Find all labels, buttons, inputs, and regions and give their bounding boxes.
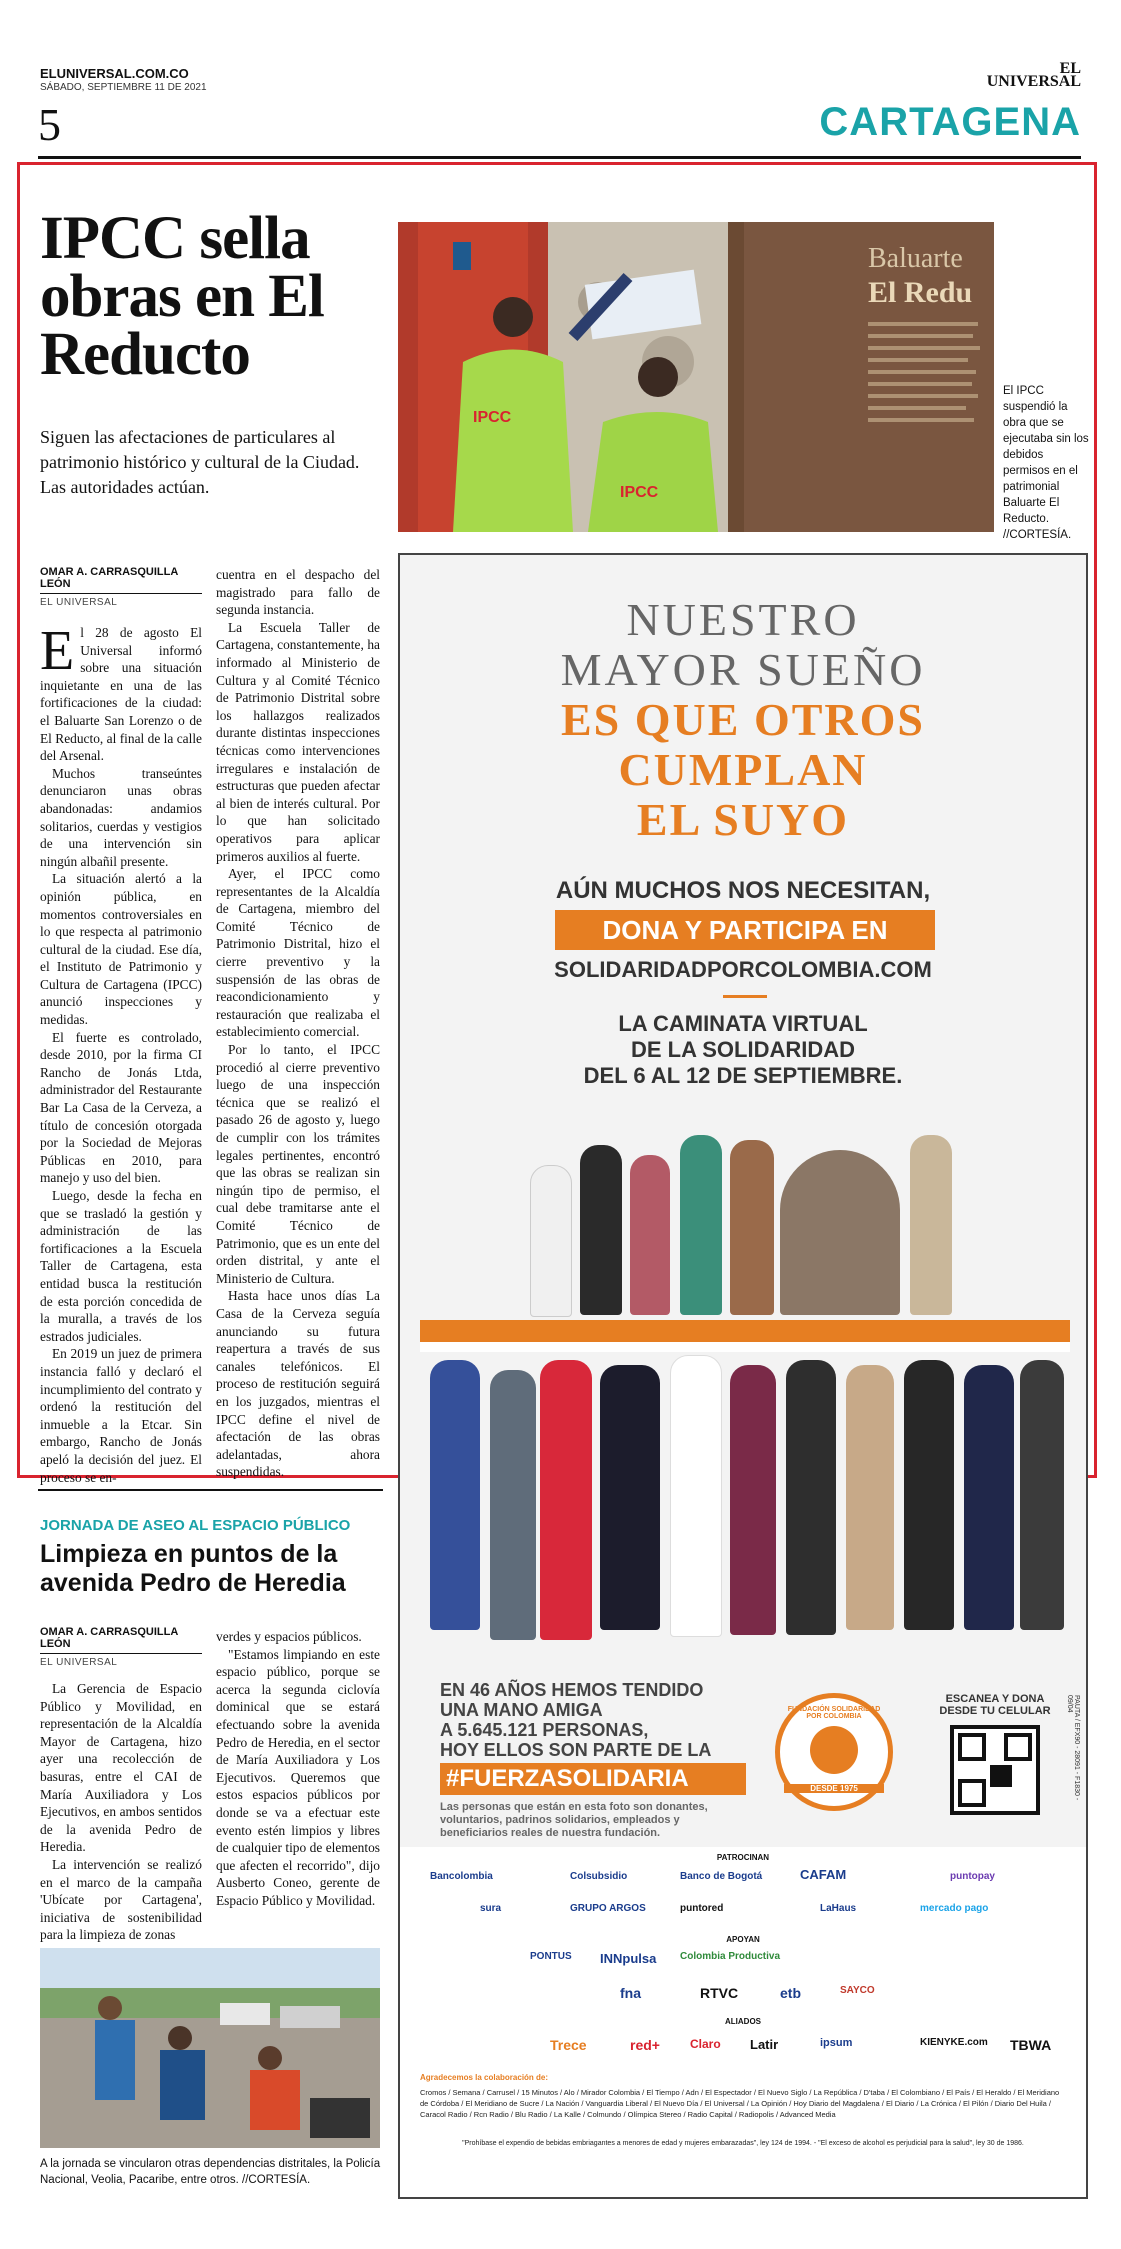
donate-banner: DONA Y PARTICIPA EN xyxy=(555,910,935,950)
advertisement: NUESTRO MAYOR SUEÑO ES QUE OTROS CUMPLAN EL SUYO AÚN MUCHOS NOS NECESITAN, DONA Y PARTICIPA EN SOLIDARIDADPORCOLOMBIA.COM LA CAMINATA VIRTUAL DE LA SOLIDARIDAD DEL 6 AL 12 DE SEPTIEMBRE. EN 46 AÑOS HEMOS TENDIDO UNA MANO AMIGA A 5.645.121 PERSONAS, HOY ELLOS SON PARTE DE LA #FUERZASOLIDARIA Las personas que están en esta foto son donantes, voluntarios, padrinos solidarios, empleados y beneficiarios reales de nuestra fundación. FUNDACIÓN SOLIDARIDAD POR COLOMBIA DESDE 1975 ESCANEA Y DONA DESDE TU CELULAR PAUTA / EFX90 - 28091 - F1830 - 09/04 PATROCINAN Bancolombia Colsubsidio Banco de Bogotá CAFAM puntopay sura GRUPO ARGOS puntored LaHaus mercado pago APOYAN PONTUS INNpulsa Colombia Productiva fna RTVC etb SAYCO ALIADOS Trece red+ Claro Latir ipsum KIENYKE.com TBWA Agradecemos la colaboración de: Cromos / Semana / Carrusel / 15 Minutos / Alo / Mirador Colombia / El Tiempo / Adn / El Espectador / El Nuevo Siglo / La República / D'taba / El Colombiano / El País / El Heraldo / El Meridiano de Córdoba / El Meridiano de Sucre / La Nación / Vanguardia Liberal / El Nuevo Día / El Universal / La Opinión / Hoy Diario del Magdalena / El Diario / La Crónica / El Pilón / Diario Del Huila / Caracol Radio / Rcn Radio / Blu Radio / La Kalle / Colmundo / Olímpica Stereo / Radio Capital / Radiopolis / Advanced Media "Prohíbase el expendio de bebidas embriagantes a menores de edad y mujeres embarazadas", ley 124 de 1994. - "El exceso de alcohol es perjudicial para la salud", ley 30 de 1986. xyxy=(398,553,1088,2199)
article-dek: Siguen las afectaciones de particulares al patrimonio histórico y cultural de la Ciudad. Las autoridades actúan. xyxy=(40,427,360,497)
drop-cap: E xyxy=(40,620,75,682)
section-title: CARTAGENA xyxy=(819,100,1081,144)
article-byline: OMAR A. CARRASQUILLA LEÓN EL UNIVERSAL xyxy=(40,566,202,608)
ad-code: PAUTA / EFX90 - 28091 - F1830 - 09/04 xyxy=(1066,1695,1080,1801)
people-photo xyxy=(400,1135,1088,1675)
orange-platform xyxy=(420,1320,1070,1342)
page-number: 5 xyxy=(38,99,61,150)
article-headline: IPCC sella obras en El Reducto xyxy=(40,205,324,388)
foundation-seal: FUNDACIÓN SOLIDARIDAD POR COLOMBIA DESDE 1975 xyxy=(775,1693,893,1811)
vest-label-1: IPCC xyxy=(473,409,512,426)
donation-url: SOLIDARIDADPORCOLOMBIA.COM xyxy=(554,957,932,982)
site-url: ELUNIVERSAL.COM.CO xyxy=(40,66,189,81)
photo-illustration-2 xyxy=(40,1948,380,2148)
scan-label: ESCANEA Y DONA DESDE TU CELULAR xyxy=(939,1693,1051,1717)
article2-column-2: verdes y espacios públicos. "Estamos limpiando en este espacio público, porque se acerca la segunda ciclovía dominical que se estará efectuando sobre la avenida Pedro de Heredia, en el sector de María Auxiliadora y Los Ejecutivos. Queremos que estos espacios públicos por donde se va a efectuar este evento estén limpios y libres de cualquier tipo de elementos que afecten el recorrido", dijo Ausberto Coneo, gerente de Espacio Público y Movilidad. xyxy=(216,1629,380,1908)
photo-illustration xyxy=(398,222,994,532)
legal-notice: "Prohíbase el expendio de bebidas embriagantes a menores de edad y mujeres embarazadas", ley 124 de 1994. - "El exceso de alcohol es perjudicial para la salud", ley 30 de 1986. xyxy=(462,2140,1024,2147)
article2-photo-cleanup xyxy=(40,1948,380,2148)
thanks-list: Cromos / Semana / Carrusel / 15 Minutos / Alo / Mirador Colombia / El Tiempo / Adn / El Espectador / El Nuevo Siglo / La República / D'taba / El Colombiano / El País / El Heraldo / El Meridiano de Córdoba / El Meridiano de Sucre / La Nación / Vanguardia Liberal / El Nuevo Día / El Universal / La Opinión / Hoy Diario del Magdalena / El Diario / La Crónica / El Pilón / Diario Del Huila / Caracol Radio / Rcn Radio / Blu Radio / La Kalle / Colmundo / Olímpica Stereo / Radio Capital / Radiopolis / Advanced Media xyxy=(420,2088,1060,2119)
years-statement: EN 46 AÑOS HEMOS TENDIDO UNA MANO AMIGA A 5.645.121 PERSONAS, HOY ELLOS SON PARTE DE LA xyxy=(440,1680,712,1760)
sponsor-logos: PATROCINAN Bancolombia Colsubsidio Banco de Bogotá CAFAM puntopay sura GRUPO ARGOS puntored LaHaus mercado pago APOYAN PONTUS INNpulsa Colombia Productiva fna RTVC etb SAYCO ALIADOS Trece red+ Claro Latir ipsum KIENYKE.com TBWA Agradecemos la colaboración de: Cromos / Semana / Carrusel / 15 Minutos / Alo / Mirador Colombia / El Tiempo / Adn / El Espectador / El Nuevo Siglo / La República / D'taba / El Colombiano / El País / El Heraldo / El Meridiano de Córdoba / El Meridiano de Sucre / La Nación / Vanguardia Liberal / El Nuevo Día / El Universal / La Opinión / Hoy Diario del Magdalena / El Diario / La Crónica / El Pilón / Diario Del Huila / Caracol Radio / Rcn Radio / Blu Radio / La Kalle / Colmundo / Olímpica Stereo / Radio Capital / Radiopolis / Advanced Media "Prohíbase el expendio de bebidas embriagantes a menores de edad y mujeres embarazadas", ley 124 de 1994. - "El exceso de alcohol es perjudicial para la salud", ley 30 de 1986. xyxy=(400,1847,1086,2197)
sign-text-2: El Redu xyxy=(868,276,973,309)
article2-byline: OMAR A. CARRASQUILLA LEÓN EL UNIVERSAL xyxy=(40,1626,202,1668)
hands-icon xyxy=(810,1726,858,1774)
newspaper-logo: EL UNIVERSAL xyxy=(986,60,1081,90)
sign-text-1: Baluarte xyxy=(868,243,963,274)
header-rule xyxy=(38,156,1081,159)
article-column-2: cuentra en el despacho del magistrado para fallo de segunda instancia. La Escuela Taller de Cartagena, constantemente, ha informado al Ministerio de Cultura y al Comité Técnico de Patrimonio Distrital sobre los hallazgos realizados durante distintas inspecciones técnicas como intervenciones irregulares e instalación de estructuras que pueden afectar al bien de interés cultural. Por lo que han solicitado operativos para aplicar primeros auxilios al fuerte. Ayer, el IPCC como representantes de la Alcaldía de Cartagena, miembro del Comité Técnico de Patrimonio Distrital, hizo el cierre preventivo y la suspensión de las obras de reacondicionamiento y restauración que realizaba el establecimiento comercial. Por lo tanto, el IPCC procedió al cierre preventivo luego de una inspección técnica que se realizó el pasado 26 de agosto y, luego de cumplir con los trámites legales pertinentes, encontró que las obras se realizan sin ningún tipo de permiso, el cual debe tramitarse ante el Comité Técnico de Patrimonio, que es un ente del orden distrital, y ante el Ministerio de Cultura. Hasta hace unos días La Casa de la Cerveza seguía anunciando su futura reapertura a través de sus canales telefónicos. El proceso de restitución seguirá en los juzgados, mientras el IPCC define el nivel de afectación de las obras adelantadas, ahora suspendidas. xyxy=(216,567,380,1480)
article-column-1: E l 28 de agosto El Universal informó sobre una situación inquietante en una de las fortificaciones de la ciudad: el Baluarte San Lorenzo o de El Reducto, al final de la calle del Arsenal. Muchos transeúntes denunciaron unas obras abandonadas: andamios solitarios, cuerdas y vestigios de una intervención sin ningún albañil presente. La situación alertó a la opinión pública, en momentos controversiales en lo que respecta al patrimonio cultural de la ciudad. Ese día, el Instituto de Patrimonio y Cultura de Cartagena (IPCC) anunció inspecciones y medidas. El fuerte es controlado, desde 2010, por la firma CI Rancho de Jonás Ltda, administrador del Restaurante Bar La Casa de la Cerveza, a título de concesión otorgada por la Sociedad de Mejoras Públicas en 2010, para manejo y uso del bien. Luego, desde la fecha en que se trasladó la gestión y administración de las fortificaciones a la Escuela Taller de Cartagena, esta entidad busca la restitución de esta porción concedida de la muralla, a través de los estrados judiciales. En 2019 un juez de primera instancia falló y declaró el incumplimiento del contrato y ordenó la restitución del inmueble a la Etcar. Sin embargo, Rancho de Jonás apeló la decisión del juez. El proceso se en- xyxy=(40,620,202,1485)
issue-date: SÁBADO, SEPTIEMBRE 11 DE 2021 xyxy=(40,82,207,93)
hashtag-banner: #FUERZASOLIDARIA xyxy=(440,1763,746,1795)
article2-caption: A la jornada se vincularon otras dependencias distritales, la Policía Nacional, Veolia, Pacaribe, entre otros. //CORTESÍA. xyxy=(40,2158,381,2186)
qr-code[interactable] xyxy=(950,1725,1040,1815)
ad-disclaimer: Las personas que están en esta foto son donantes, voluntarios, padrinos solidarios, empleados y beneficiarios reales de nuestra fundación. xyxy=(440,1801,708,1839)
photo-caption: El IPCC suspendió la obra que se ejecutaba sin los debidos permisos en el patrimonial Baluarte El Reducto. //CORTESÍA. xyxy=(1003,385,1089,541)
article2-kicker: JORNADA DE ASEO AL ESPACIO PÚBLICO xyxy=(40,1517,351,1534)
vest-label-2: IPCC xyxy=(620,484,659,501)
article-photo-workers xyxy=(398,222,994,532)
article2-headline: Limpieza en puntos de la avenida Pedro de Heredia xyxy=(40,1540,346,1597)
article2-column-1: La Gerencia de Espacio Público y Movilidad, en representación de la Alcaldía Mayor de Cartagena, hizo ayer una recolección de basuras, entre el CAI de María Auxiliadora y Los Ejecutivos, en ambos sentidos de la avenida Pedro de Heredia. La intervención se realizó en el marco de la campaña 'Ubícate por Cartagena', iniciativa de sostenibilidad para la limpieza de zonas xyxy=(40,1681,202,1943)
